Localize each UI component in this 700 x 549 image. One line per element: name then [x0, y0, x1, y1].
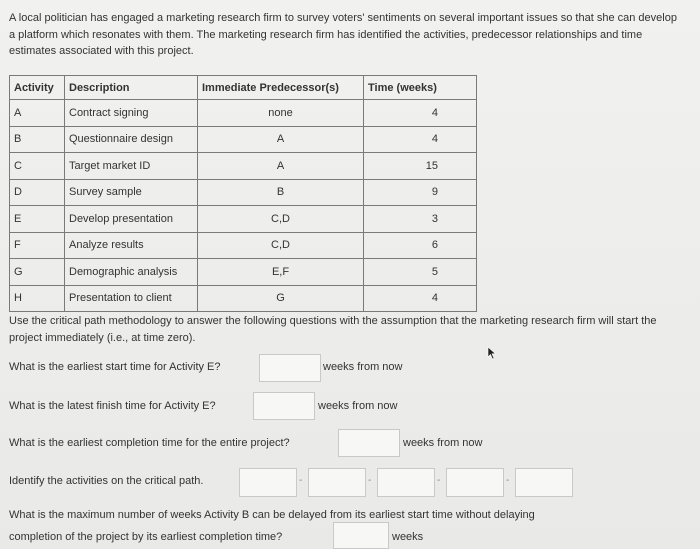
table-row: [10, 100, 477, 127]
critical-path-input-2[interactable]: [309, 469, 365, 496]
activity-table: [9, 75, 477, 312]
table-row: [10, 232, 477, 259]
cell-description: Develop presentation: [65, 206, 198, 233]
q5-label-line2: completion of the project by its earliest completion time?: [9, 531, 283, 543]
cell-activity: A: [10, 100, 65, 127]
cell-description: Target market ID: [65, 153, 198, 180]
q5-answer-input[interactable]: [334, 523, 388, 548]
cell-activity: E: [10, 206, 65, 233]
q5-label-line1: What is the maximum number of weeks Activity B can be delayed from its earliest start time without delaying: [9, 509, 535, 521]
cell-time: 5: [364, 259, 477, 286]
q2-label: What is the latest finish time for Activity E?: [9, 400, 216, 412]
path-separator: -: [506, 475, 510, 486]
cell-time: 3: [364, 206, 477, 233]
cell-description: Contract signing: [65, 100, 198, 127]
critical-path-input-3[interactable]: [378, 469, 434, 496]
header-time: Time (weeks): [364, 76, 477, 100]
critical-path-input-5[interactable]: [516, 469, 572, 496]
header-description: Description: [65, 76, 198, 100]
mouse-cursor-icon: [486, 346, 498, 360]
cell-time: 4: [364, 285, 477, 312]
q3-label: What is the earliest completion time for the entire project?: [9, 437, 290, 449]
cell-activity: G: [10, 259, 65, 286]
path-separator: -: [368, 475, 372, 486]
q5-answer-input-box[interactable]: [333, 522, 389, 549]
table-row: [10, 153, 477, 180]
cell-predecessors: none: [198, 100, 364, 127]
critical-path-input-box-3[interactable]: [377, 468, 435, 497]
critical-path-input-box-5[interactable]: [515, 468, 573, 497]
cell-description: Survey sample: [65, 179, 198, 206]
cell-time: 9: [364, 179, 477, 206]
critical-path-input-box-2[interactable]: [308, 468, 366, 497]
cell-time: 4: [364, 126, 477, 153]
q3-suffix: weeks from now: [403, 437, 483, 449]
cell-predecessors: E,F: [198, 259, 364, 286]
cell-time: 4: [364, 100, 477, 127]
cell-predecessors: A: [198, 126, 364, 153]
critical-path-input-box-1[interactable]: [239, 468, 297, 497]
path-separator: -: [299, 475, 303, 486]
critical-path-input-box-4[interactable]: [446, 468, 504, 497]
cell-predecessors: B: [198, 179, 364, 206]
cell-activity: H: [10, 285, 65, 312]
q2-answer-input-box[interactable]: [253, 392, 315, 420]
table-row: [10, 259, 477, 286]
cell-predecessors: G: [198, 285, 364, 312]
cell-time: 6: [364, 232, 477, 259]
path-separator: -: [437, 475, 441, 486]
cell-description: Questionnaire design: [65, 126, 198, 153]
table-row: [10, 285, 477, 312]
cell-description: Presentation to client: [65, 285, 198, 312]
q1-suffix: weeks from now: [323, 361, 403, 373]
cell-activity: D: [10, 179, 65, 206]
table-row: [10, 206, 477, 233]
cell-description: Analyze results: [65, 232, 198, 259]
cell-time: 15: [364, 153, 477, 180]
q1-answer-input[interactable]: [260, 355, 320, 381]
header-predecessors: Immediate Predecessor(s): [198, 76, 364, 100]
cell-activity: B: [10, 126, 65, 153]
q2-answer-input[interactable]: [254, 393, 314, 419]
table-row: [10, 126, 477, 153]
q3-answer-input-box[interactable]: [338, 429, 400, 457]
table-header-row: [10, 76, 477, 100]
header-activity: Activity: [10, 76, 65, 100]
cell-description: Demographic analysis: [65, 259, 198, 286]
q2-suffix: weeks from now: [318, 400, 398, 412]
q5-suffix: weeks: [392, 531, 424, 543]
table-row: [10, 179, 477, 206]
cell-predecessors: C,D: [198, 232, 364, 259]
critical-path-input-4[interactable]: [447, 469, 503, 496]
q3-answer-input[interactable]: [339, 430, 399, 456]
cell-predecessors: C,D: [198, 206, 364, 233]
critical-path-input-1[interactable]: [240, 469, 296, 496]
cell-activity: C: [10, 153, 65, 180]
q1-answer-input-box[interactable]: [259, 354, 321, 382]
q1-label: What is the earliest start time for Activity E?: [9, 361, 221, 373]
cell-predecessors: A: [198, 153, 364, 180]
intro-text: A local politician has engaged a marketing research firm to survey voters' sentiments on several important issues so that she can develop a platform which resonates with them. The marketing research firm has identified the activities, predecessor relationships and time estimates associated with this project.: [9, 12, 677, 57]
cell-activity: F: [10, 232, 65, 259]
q4-label: Identify the activities on the critical path.: [9, 475, 204, 487]
instructions-text: Use the critical path methodology to answer the following questions with the assumption that the marketing research firm will start the project immediately (i.e., at time zero).: [9, 315, 657, 344]
